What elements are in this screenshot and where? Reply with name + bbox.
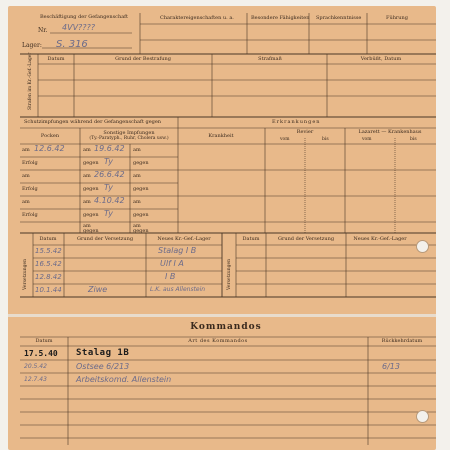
erkr-vom-1: vom (280, 137, 290, 142)
vers-h-lager-left: Neues Kr.-Gef.-Lager (157, 236, 211, 242)
erkr-h-krankheit: Krankheit (208, 133, 234, 139)
header-beschaeftigung: Beschäftigung der Gefangenschaft (40, 14, 129, 20)
vers-row-lager: I B (165, 272, 176, 281)
impf-row-h2: Ty (104, 157, 113, 166)
strafen-h-strafmass: Strafmaß (258, 56, 282, 62)
impf-row-label: Erfolg (22, 160, 38, 166)
kommandos-row-art: Ostsee 6/213 (76, 362, 130, 371)
impf-h-sonstige-sub: (Ty.-Paratyph., Ruhr, Cholera usw.) (89, 136, 169, 141)
strafen-h-datum: Datum (47, 56, 65, 62)
impf-row-h2: 19.6.42 (94, 144, 125, 153)
erkr-h-revier: Revier (296, 129, 314, 135)
impf-row-h1: 12.6.42 (34, 144, 65, 153)
vers-h-datum-right: Datum (242, 236, 260, 242)
strafen-side-label: Strafen im Kr.-Gef.-Lager (28, 52, 33, 110)
kommandos-h-art: Art des Kommandos (188, 338, 248, 344)
vers-row-lager: L.K. aus Allenstein (150, 286, 206, 293)
strafen-h-verbuesst: Verbüßt, Datum (360, 56, 402, 62)
kommandos-stamp-date: 17.5.40 (24, 349, 58, 358)
vers-h-lager-right: Neues Kr.-Gef.-Lager (353, 236, 407, 242)
impf-row-c1: gegen (83, 212, 99, 218)
impf-row-c1: am (83, 199, 91, 205)
header-faehigkeiten: Besondere Fähigkeiten (251, 15, 310, 21)
nr-value: 4VV???? (62, 23, 96, 32)
impf-row-c2: am (133, 173, 141, 179)
impf-row-c2: gegen (133, 212, 149, 218)
vers-row-lager: Ulf I A (160, 259, 184, 268)
impf-row-c1: am (83, 173, 91, 179)
impf-row-label: Erfolg (22, 186, 38, 192)
vers-row-lager: Stalag I B (158, 246, 197, 255)
impf-row-label: am (22, 199, 30, 205)
kommandos-h-rueck: Rückkehrdatum (381, 338, 423, 344)
vers-h-datum-left: Datum (39, 236, 57, 242)
vers-h-grund-left: Grund der Versetzung (76, 236, 134, 242)
impf-row-h2: Ty (104, 183, 113, 192)
lager-value: S. 316 (56, 39, 88, 50)
kommandos-row-art: Arbeitskomd. Allenstein (76, 375, 172, 384)
header-sprachen: Sprachkenntnisse (316, 15, 362, 21)
kommandos-title: Kommandos (190, 322, 262, 332)
erkr-h-lazarett: Lazarett — Krankenhaus (358, 129, 422, 135)
impf-row-c1: am (83, 147, 91, 153)
nr-label: Nr. (38, 27, 48, 34)
impf-row-c1: gegen (83, 186, 99, 192)
header-charakter: Charaktereigenschaften u. a. (160, 15, 234, 21)
kommandos-stamp-text: Stalag 1B (76, 348, 130, 358)
punch-hole-top (416, 240, 429, 253)
impf-row-label: Erfolg (22, 212, 38, 218)
impf-title: Schutzimpfungen während der Gefangenschaft gegen (24, 119, 162, 125)
impf-row-label: am (22, 147, 30, 153)
vers-side-label-right: Versetzungen (227, 258, 232, 290)
impf-row-c2: am (133, 147, 141, 153)
erkr-title: Erkrankungen (272, 119, 321, 125)
impf-row-h2: Ty (104, 209, 113, 218)
vers-row-grund: Ziwe (88, 285, 108, 294)
impf-row-c1: gegen (83, 228, 99, 234)
impf-row-c2: gegen (133, 160, 149, 166)
erkr-bis-1: bis (322, 137, 329, 142)
vers-row-datum: 10.1.44 (35, 286, 62, 294)
erkr-vom-2: vom (362, 137, 372, 142)
header-fuehrung: Führung (386, 15, 408, 21)
kommandos-row-datum: 20.5.42 (24, 363, 47, 370)
vers-row-datum: 16.5.42 (35, 260, 62, 268)
kommandos-row-datum: 12.7.43 (24, 376, 47, 383)
kommandos-h-datum: Datum (35, 338, 53, 344)
impf-row-c1: gegen (83, 160, 99, 166)
vers-side-label-left: Versetzungen (23, 258, 28, 290)
impf-row-c2: gegen (133, 186, 149, 192)
punch-hole-bottom (416, 410, 429, 423)
lager-label: Lager: (22, 42, 42, 49)
card-fold-line (8, 314, 436, 317)
impf-row-h2: 26.6.42 (94, 170, 125, 179)
impf-row-c2: gegen (133, 228, 149, 234)
kommandos-row-rueck: 6/13 (382, 362, 400, 371)
impf-h-sonstige: Sonstige Impfungen (103, 130, 155, 136)
strafen-h-grund: Grund der Bestrafung (115, 56, 171, 62)
impf-h-pocken: Pocken (40, 133, 60, 139)
impf-row-c2: am (133, 199, 141, 205)
impf-row-label: am (22, 173, 30, 179)
impf-row-h2: 4.10.42 (94, 196, 125, 205)
vers-row-datum: 12.8.42 (35, 273, 62, 281)
impf-row-c1: am (83, 223, 91, 229)
impf-row-c2: am (133, 223, 141, 229)
vers-row-datum: 15.5.42 (35, 247, 62, 255)
erkr-bis-2: bis (410, 137, 417, 142)
vers-h-grund-right: Grund der Versetzung (277, 236, 335, 242)
